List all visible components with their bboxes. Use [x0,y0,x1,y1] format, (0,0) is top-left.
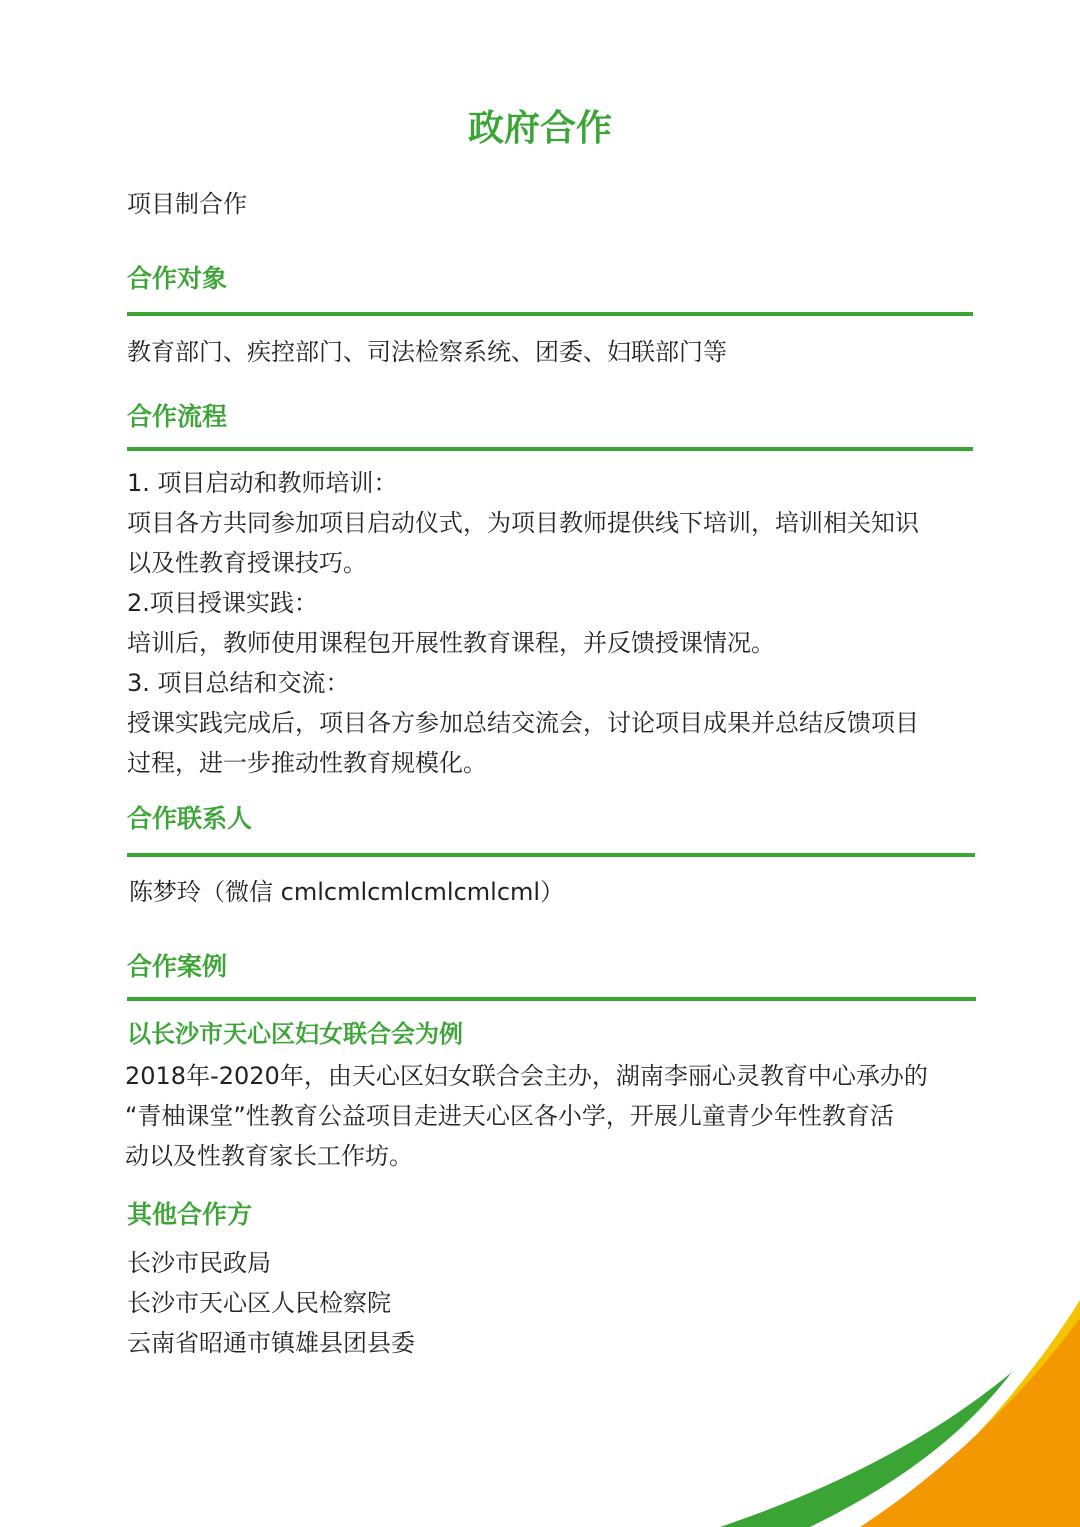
target-text: 教育部门、疾控部门、司法检察系统、团委、妇联部门等 [127,338,727,366]
page-title: 政府合作 [467,108,612,149]
section-heading-target: 合作对象 [127,264,228,293]
process-line: 2.项目授课实践： [127,589,318,617]
process-line: 项目各方共同参加项目启动仪式，为项目教师提供线下培训，培训相关知识 [127,509,919,537]
partner-item: 云南省昭通市镇雄县团县委 [127,1329,415,1357]
partner-item: 长沙市天心区人民检察院 [127,1289,391,1317]
contact-text: 陈梦玲（微信 cmlcmlcmlcmlcmlcml） [129,878,565,906]
case-line: “青柚课堂”性教育公益项目走进天心区各小学，开展儿童青少年性教育活 [125,1102,894,1130]
process-line: 1. 项目启动和教师培训： [127,469,398,497]
case-title: 以长沙市天心区妇女联合会为例 [127,1020,463,1048]
section-heading-others: 其他合作方 [127,1200,253,1229]
process-line: 培训后，教师使用课程包开展性教育课程，并反馈授课情况。 [127,629,775,657]
partner-item: 长沙市民政局 [127,1249,271,1277]
section-heading-contact: 合作联系人 [127,804,253,833]
intro-text: 项目制合作 [127,190,247,218]
process-line: 授课实践完成后，项目各方参加总结交流会，讨论项目成果并总结反馈项目 [127,709,919,737]
process-line: 3. 项目总结和交流： [127,669,350,697]
process-line: 过程，进一步推动性教育规模化。 [127,749,487,777]
case-line: 动以及性教育家长工作坊。 [125,1142,413,1170]
process-line: 以及性教育授课技巧。 [127,549,367,577]
section-heading-cases: 合作案例 [127,952,228,981]
case-line: 2018年-2020年，由天心区妇女联合会主办，湖南李丽心灵教育中心承办的 [125,1062,928,1090]
section-heading-process: 合作流程 [127,402,228,431]
